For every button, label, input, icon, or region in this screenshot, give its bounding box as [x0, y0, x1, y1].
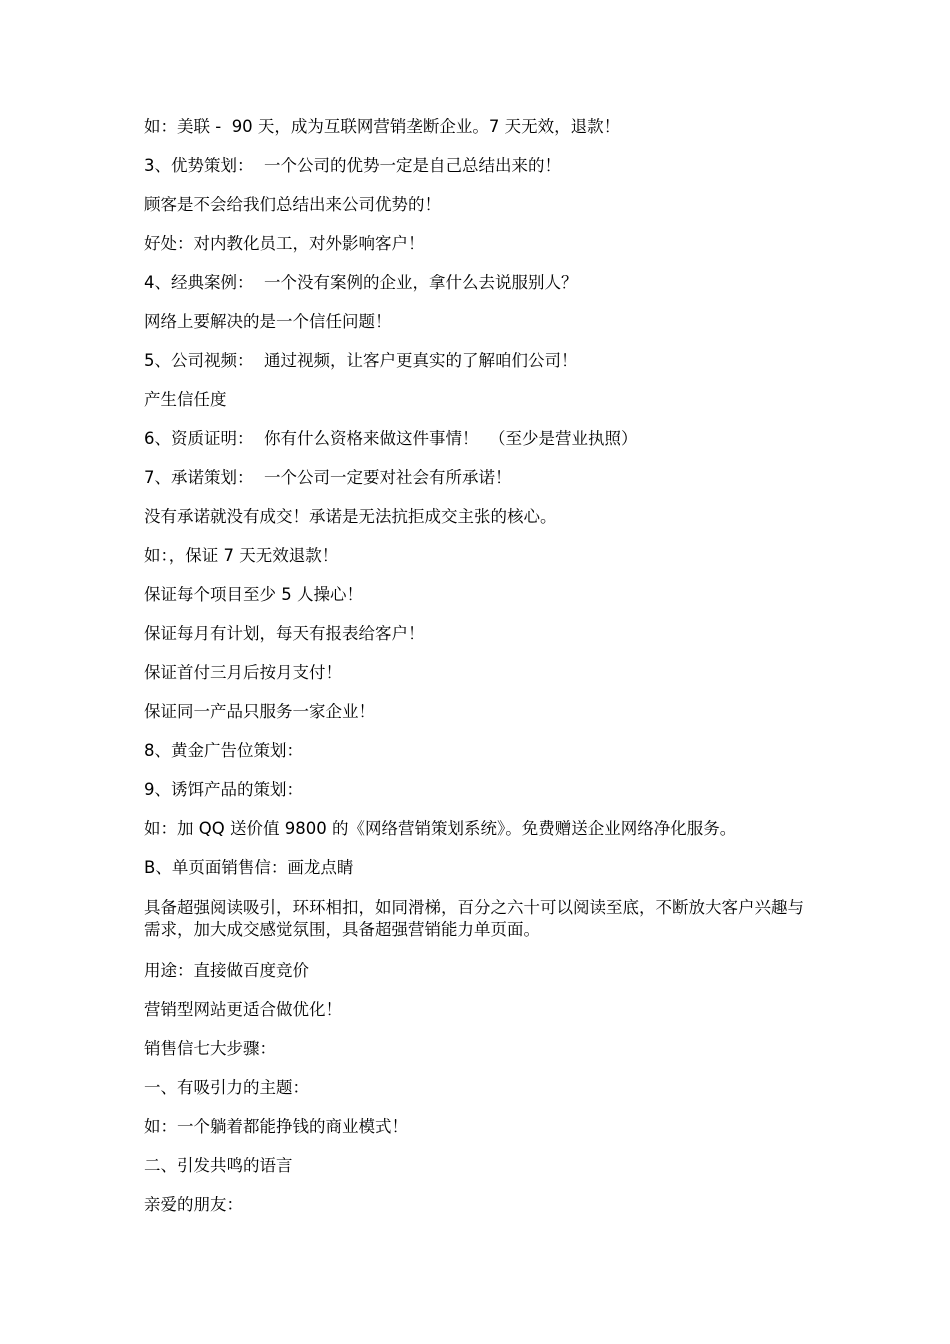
- paragraph: 销售信七大步骤：: [144, 1039, 276, 1058]
- paragraph: 亲爱的朋友：: [144, 1195, 243, 1214]
- paragraph: 保证每月有计划，每天有报表给客户！: [144, 624, 425, 643]
- paragraph: 没有承诺就没有成交！承诺是无法抗拒成交主张的核心。: [144, 507, 557, 526]
- paragraph: 4、经典案例： 一个没有案例的企业，拿什么去说服别人？: [144, 273, 578, 292]
- paragraph: 8、黄金广告位策划：: [144, 741, 303, 760]
- paragraph: 如：一个躺着都能挣钱的商业模式！: [144, 1117, 408, 1136]
- paragraph: 9、诱饵产品的策划：: [144, 780, 303, 799]
- paragraph: 一、有吸引力的主题：: [144, 1078, 309, 1097]
- paragraph: 3、优势策划： 一个公司的优势一定是自己总结出来的！: [144, 156, 561, 175]
- paragraph: 保证每个项目至少 5 人操心！: [144, 585, 363, 604]
- paragraph: 5、公司视频： 通过视频，让客户更真实的了解咱们公司！: [144, 351, 578, 370]
- paragraph: 如：美联 - 90 天，成为互联网营销垄断企业。7 天无效，退款！: [144, 117, 621, 136]
- paragraph: 顾客是不会给我们总结出来公司优势的！: [144, 195, 441, 214]
- paragraph: 保证首付三月后按月支付！: [144, 663, 342, 682]
- paragraph: 保证同一产品只服务一家企业！: [144, 702, 375, 721]
- paragraph: 6、资质证明： 你有什么资格来做这件事情！ （至少是营业执照）: [144, 429, 638, 448]
- paragraph: 营销型网站更适合做优化！: [144, 1000, 342, 1019]
- paragraph: 具备超强阅读吸引，环环相扣，如同滑梯，百分之六十可以阅读至底，不断放大客户兴趣与需求，加大成交感觉氛围，具备超强营销能力单页面。: [144, 898, 804, 939]
- paragraph: 产生信任度: [144, 390, 227, 409]
- paragraph: 如：加 QQ 送价值 9800 的《网络营销策划系统》。免费赠送企业网络净化服务。: [144, 819, 737, 838]
- paragraph: 网络上要解决的是一个信任问题！: [144, 312, 392, 331]
- paragraph: 用途：直接做百度竞价: [144, 961, 309, 980]
- paragraph: 好处：对内教化员工，对外影响客户！: [144, 234, 425, 253]
- paragraph: 如：，保证 7 天无效退款！: [144, 546, 339, 565]
- paragraph: 7、承诺策划： 一个公司一定要对社会有所承诺！: [144, 468, 512, 487]
- paragraph: B、单页面销售信：画龙点睛: [144, 858, 354, 877]
- paragraph: 二、引发共鸣的语言: [144, 1156, 293, 1175]
